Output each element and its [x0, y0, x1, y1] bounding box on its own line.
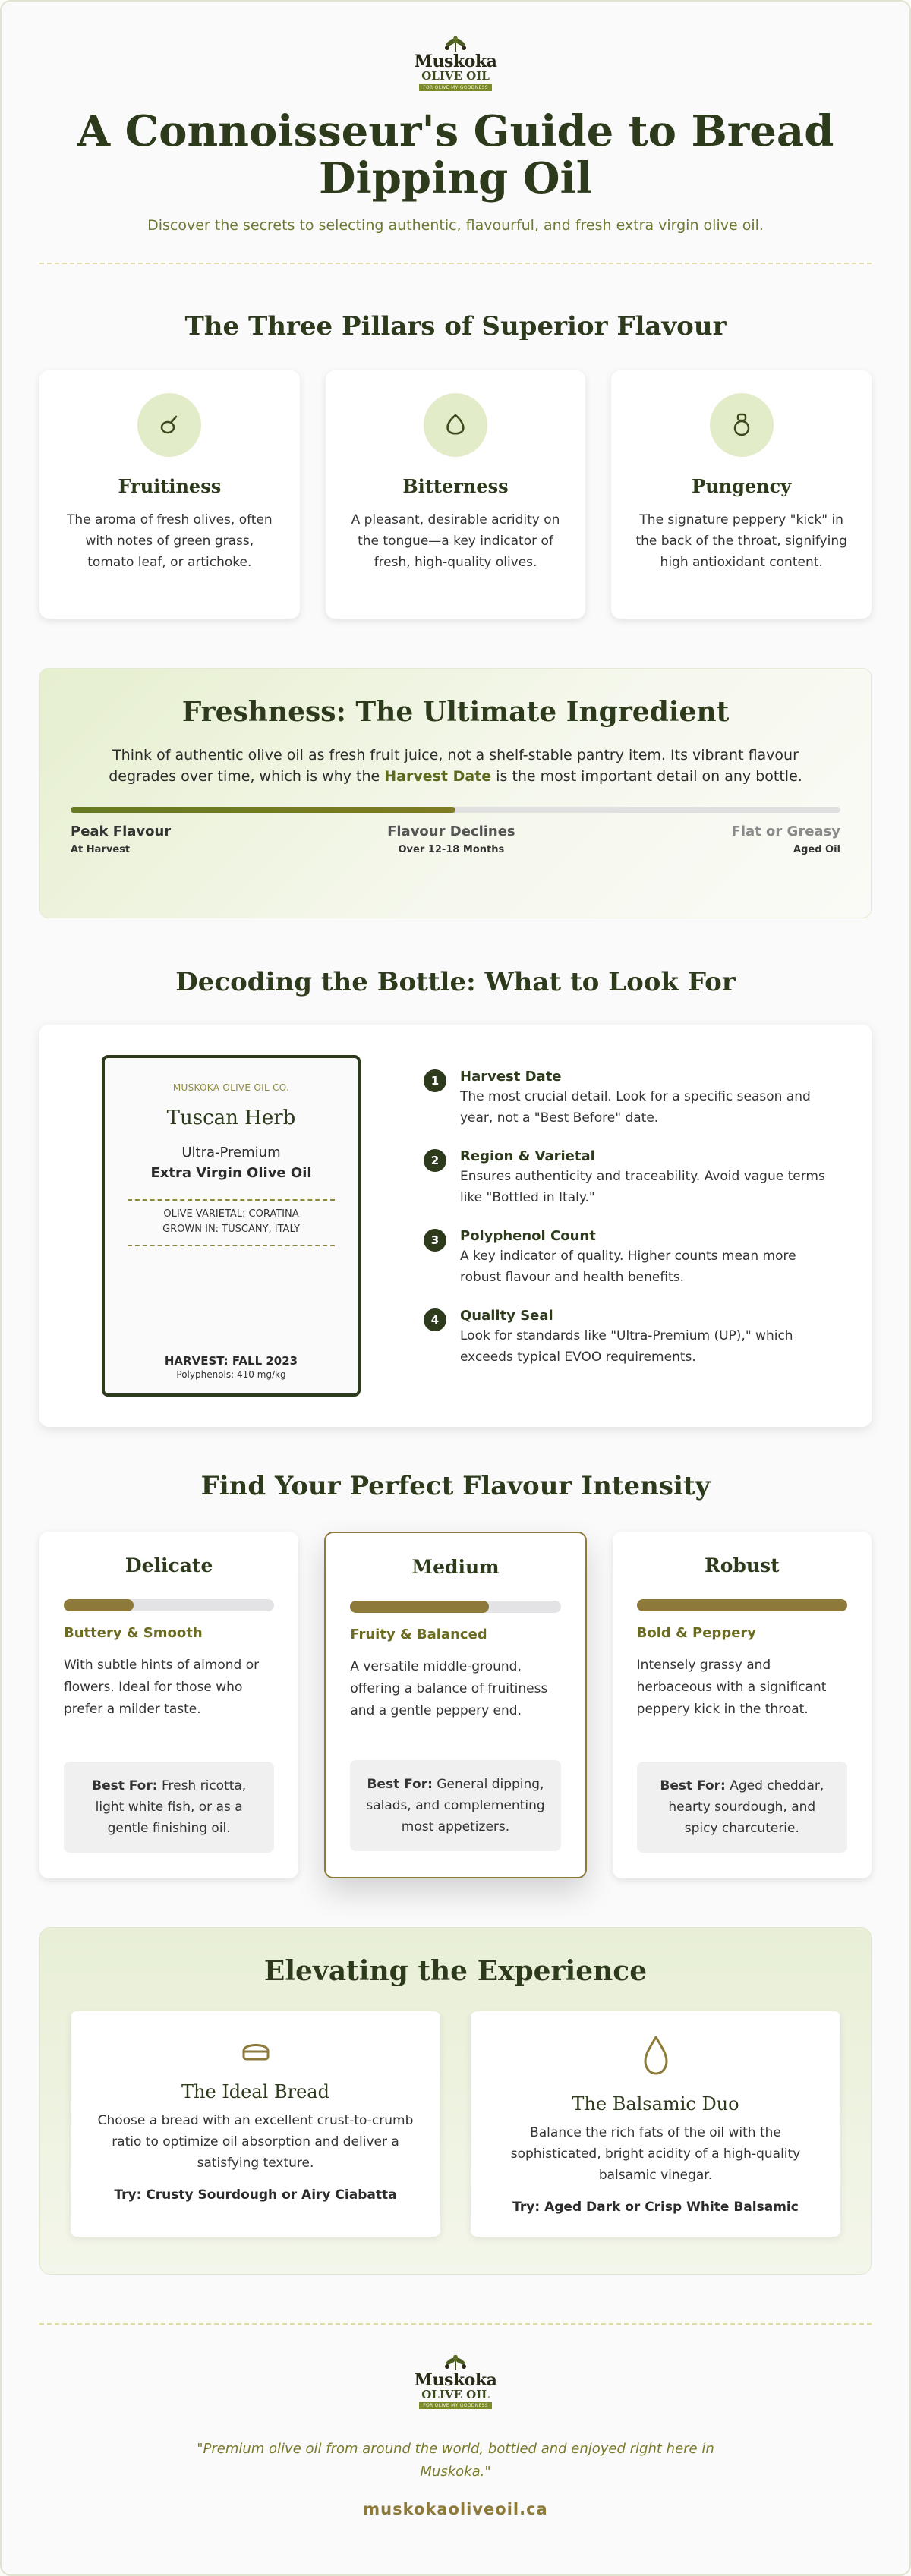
logo-subword: OLIVE OIL: [421, 69, 490, 83]
timeline-stage: Peak Flavour At Harvest: [71, 823, 172, 855]
step-title: Quality Seal: [460, 1307, 553, 1324]
elevate-text: Balance the rich fats of the oil with the sophisticated, bright acidity of a high-quality balsamic vinegar.: [510, 2124, 801, 2183]
best-for-box: Best For: General dipping, salads, and complementing most appetizers.: [350, 1760, 560, 1851]
intensity-title: Medium: [411, 1555, 500, 1578]
intensity-heading: Find Your Perfect Flavour Intensity: [200, 1470, 711, 1501]
step-number: 2: [424, 1149, 446, 1172]
decode-step: [424, 1228, 834, 1288]
olive-icon: [156, 412, 182, 438]
pillar-title: Bitterness: [402, 474, 509, 497]
timeline-stage: Flat or Greasy Aged Oil: [731, 823, 840, 855]
best-for-box: Best For: Aged cheddar, hearty sourdough, and spicy charcuterie.: [637, 1762, 847, 1853]
bread-icon: [238, 2034, 274, 2064]
label-harvest: HARVEST: FALL 2023: [164, 1353, 298, 1368]
step-title: Region & Varietal: [460, 1148, 595, 1164]
page-subtitle: Discover the secrets to selecting authentic, flavourful, and fresh extra virgin olive oil.: [147, 216, 764, 234]
harvest-date-highlight: Harvest Date: [384, 767, 492, 785]
logo-tagline: FOR OLIVE MY GOODNESS: [419, 2402, 492, 2409]
label-company: MUSKOKA OLIVE OIL CO.: [172, 1082, 290, 1093]
page-title: A Connoisseur's Guide to Bread Dipping Oil: [77, 105, 834, 203]
intensity-tag: Fruity & Balanced: [350, 1626, 487, 1642]
pillar-text: The aroma of fresh olives, often with notes of green grass, tomato leaf, or artichoke.: [66, 512, 273, 570]
decode-step: [424, 1308, 834, 1368]
elevate-title: The Ideal Bread: [181, 2080, 329, 2102]
olive-branch-icon: [439, 2355, 472, 2372]
label-grade: Ultra-Premium: [181, 1144, 281, 1160]
intensity-grid: [39, 1532, 872, 1878]
intensity-meter: [637, 1599, 847, 1611]
pepper-icon: [728, 411, 755, 439]
intensity-meter-fill: [637, 1599, 847, 1611]
pillar-card: [611, 370, 872, 619]
step-text: The most crucial detail. Look for a specific season and year, not a "Best Before" date.: [460, 1088, 811, 1126]
logo-wordmark: Muskoka: [414, 52, 497, 71]
intensity-meter-fill: [350, 1601, 489, 1613]
intensity-meter-fill: [64, 1599, 134, 1611]
freshness-timeline: [71, 807, 840, 813]
elevate-section: [39, 1927, 872, 2275]
leaf-drop-icon: [442, 411, 469, 439]
intensity-text: A versatile middle-ground, offering a balance of fruitiness and a gentle peppery end.: [350, 1658, 548, 1718]
label-varietal: OLIVE VARIETAL: CORATINA: [163, 1208, 299, 1220]
elevate-try: Try: Crusty Sourdough or Airy Ciabatta: [114, 2187, 397, 2203]
elevate-card: [71, 2011, 440, 2237]
pillar-title: Fruitiness: [118, 474, 222, 497]
logo-wordmark: Muskoka: [414, 2370, 497, 2390]
label-origin-box: [128, 1199, 335, 1246]
intensity-title: Delicate: [125, 1554, 213, 1576]
olive-branch-icon: [439, 36, 472, 53]
intensity-card-featured: [324, 1532, 586, 1878]
divider: [39, 2323, 872, 2325]
intensity-title: Robust: [704, 1554, 780, 1576]
freshness-section: [39, 668, 872, 918]
logo-subword: OLIVE OIL: [421, 2387, 490, 2401]
step-number: 4: [424, 1308, 446, 1331]
decode-card: [39, 1025, 872, 1427]
intensity-card: [39, 1532, 298, 1878]
decode-heading: Decoding the Bottle: What to Look For: [175, 966, 736, 997]
pillar-title: Pungency: [692, 474, 792, 497]
intensity-text: With subtle hints of almond or flowers. Ideal for those who prefer a milder taste.: [64, 1657, 260, 1717]
website-link[interactable]: muskokaoliveoil.ca: [363, 2500, 548, 2518]
intensity-card: [613, 1532, 872, 1878]
elevate-heading: Elevating the Experience: [263, 1954, 648, 1987]
pillars-grid: [39, 370, 872, 619]
step-title: Polyphenol Count: [460, 1227, 596, 1244]
step-number: 1: [424, 1069, 446, 1092]
elevate-title: The Balsamic Duo: [572, 2093, 739, 2115]
logo-tagline: FOR OLIVE MY GOODNESS: [419, 84, 492, 91]
step-title: Harvest Date: [460, 1068, 562, 1085]
decode-step: [424, 1148, 834, 1208]
footer-quote: "Premium olive oil from around the world, bottled and enjoyed right here in Muskoka.": [197, 2441, 714, 2480]
pillar-text: A pleasant, desirable acridity on the tongue—a key indicator of fresh, high-quality olives.: [351, 512, 560, 570]
footer-logo: [39, 2355, 872, 2410]
freshness-text: Think of authentic olive oil as fresh fruit juice, not a shelf-stable pantry item. Its vibrant flavour degrades over time, which is why the Harvest Date is the most important detail on any bottle.: [109, 746, 802, 785]
brand-logo: [39, 36, 872, 91]
pillars-heading: The Three Pillars of Superior Flavour: [184, 310, 727, 342]
intensity-meter: [350, 1601, 560, 1613]
drop-icon: [638, 2034, 674, 2077]
step-text: Ensures authenticity and traceability. Avoid vague terms like "Bottled in Italy.": [460, 1168, 825, 1205]
step-text: Look for standards like "Ultra-Premium (UP)," which exceeds typical EVOO requirements.: [460, 1327, 793, 1365]
freshness-heading: Freshness: The Ultimate Ingredient: [181, 695, 730, 728]
label-grown: GROWN IN: TUSCANY, ITALY: [162, 1223, 300, 1235]
label-polyphenols: Polyphenols: 410 mg/kg: [176, 1368, 286, 1380]
intensity-tag: Buttery & Smooth: [64, 1624, 203, 1641]
label-product-name: Tuscan Herb: [166, 1106, 296, 1129]
timeline-stage: Flavour Declines Over 12-18 Months: [387, 823, 515, 855]
decode-steps: [424, 1069, 834, 1387]
pillar-card: [326, 370, 586, 619]
intensity-text: Intensely grassy and herbaceous with a significant peppery kick in the throat.: [636, 1657, 827, 1717]
divider: [39, 263, 872, 264]
elevate-text: Choose a bread with an excellent crust-to-crumb ratio to optimize oil absorption and deliver a satisfying texture.: [97, 2112, 414, 2171]
step-number: 3: [424, 1229, 446, 1252]
step-text: A key indicator of quality. Higher counts mean more robust flavour and health benefits.: [460, 1248, 796, 1285]
intensity-tag: Bold & Peppery: [636, 1624, 757, 1641]
pillar-text: The signature peppery "kick" in the back of the throat, signifying high antioxidant content.: [635, 512, 847, 570]
elevate-card: [471, 2011, 840, 2237]
label-type: Extra Virgin Olive Oil: [150, 1164, 312, 1181]
decode-step: [424, 1069, 834, 1129]
pillar-card: [39, 370, 300, 619]
intensity-meter: [64, 1599, 274, 1611]
elevate-try: Try: Aged Dark or Crisp White Balsamic: [512, 2199, 799, 2215]
best-for-box: Best For: Fresh ricotta, light white fish, or as a gentle finishing oil.: [64, 1762, 274, 1853]
timeline-fill: [71, 807, 456, 813]
bottle-label: [102, 1055, 361, 1397]
